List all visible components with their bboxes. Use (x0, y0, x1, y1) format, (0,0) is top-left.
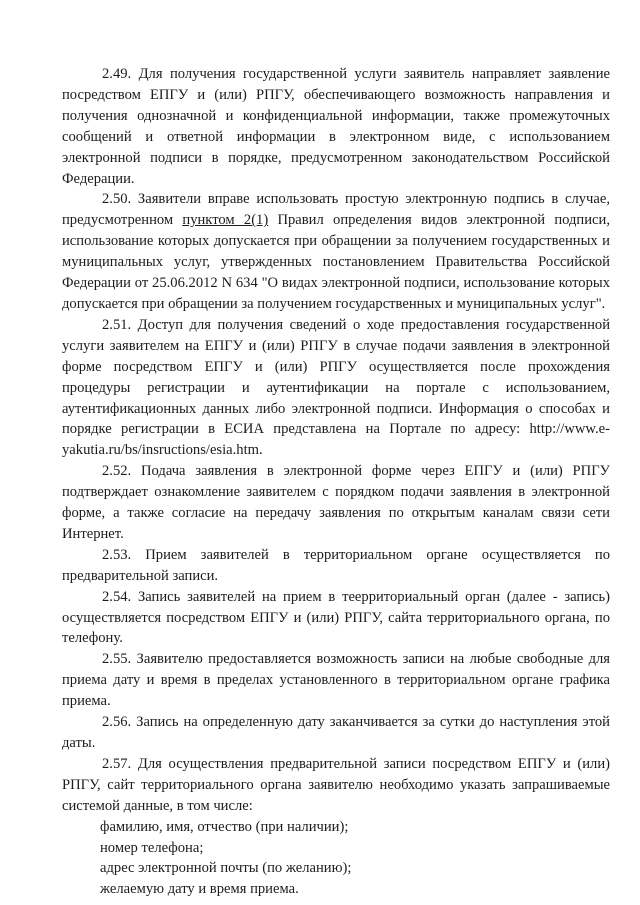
paragraph-2-55: 2.55. Заявителю предоставляется возможность записи на любые свободные для приема дату и время в пределах установленного в территориальном органе графика приема. (62, 651, 610, 710)
paragraph-2-50-text-start: 2.50. Заявители вправе использовать простую электронную подпись в случае, предусмотренном (62, 191, 610, 229)
rule-reference-link[interactable]: пунктом 2(1) (182, 212, 269, 229)
paragraph-2-53: 2.53. Прием заявителей в территориальном органе осуществляется по предварительной записи. (62, 546, 610, 584)
paragraph-2-49: 2.49. Для получения государственной услуги заявитель направляет заявление посредством ЕПГУ и (или) РПГУ, обеспечивающего возможность направления и получения однозначной и конфиденциальной информации, также промежуточных сообщений и ответной информации в электронном виде, с использованием электронной подписи в порядке, предусмотренном законодательством Российской Федерации. (62, 66, 610, 187)
paragraph-2-57: 2.57. Для осуществления предварительной записи посредством ЕПГУ и (или) РПГУ, сайт территориального органа заявителю необходимо указать запрашиваемые системой данные, в том числе: (62, 755, 610, 814)
paragraph-2-51: 2.51. Доступ для получения сведений о ходе предоставления государственной услуги заявителем на ЕПГУ и (или) РПГУ в случае подачи заявления в электронной форме посредством ЕПГУ и (или) РПГУ осуществляется после прохождения процедуры регистрации и аутентификации на портале с использованием, аутентификационных данных либо электронной подписи. Информация о способах и порядке регистрации в ЕСИА представлена на Портале по адресу: http://www.e-yakutia.ru/bs/insructions/esia.htm. (62, 316, 610, 459)
list-item-full-name: фамилию, имя, отчество (при наличии); (100, 818, 349, 835)
paragraph-2-56: 2.56. Запись на определенную дату заканчивается за сутки до наступления этой даты. (62, 714, 610, 751)
paragraph-2-50-text-end: Правил определения видов электронной подписи, использование которых допускается при обращении за получением государственных и муниципальных услуг, утвержденных постановлением Правительства Российской Федерации от 25.06.2012 N 634 "О видах электронной подписи, использование которых допускается при обращении за получением государственных и муниципальных услуг". (62, 212, 610, 312)
list-item-date-time: желаемую дату и время приема. (100, 881, 299, 898)
document-page (62, 64, 610, 900)
list-item-phone: номер телефона; (100, 839, 204, 856)
paragraph-2-52: 2.52. Подача заявления в электронной форме через ЕПГУ и (или) РПГУ подтверждает ознакомление заявителем с порядком подачи заявления в электронной форме, а также согласие на передачу заявления по открытым каналам связи сети Интернет. (62, 463, 610, 542)
paragraph-2-54: 2.54. Запись заявителей на прием в теерриториальный орган (далее - запись) осуществляется посредством ЕПГУ и (или) РПГУ, сайта территориального органа, по телефону. (62, 588, 610, 647)
paragraph-2-50 (62, 189, 610, 314)
list-item-email: адрес электронной почты (по желанию); (100, 860, 352, 877)
